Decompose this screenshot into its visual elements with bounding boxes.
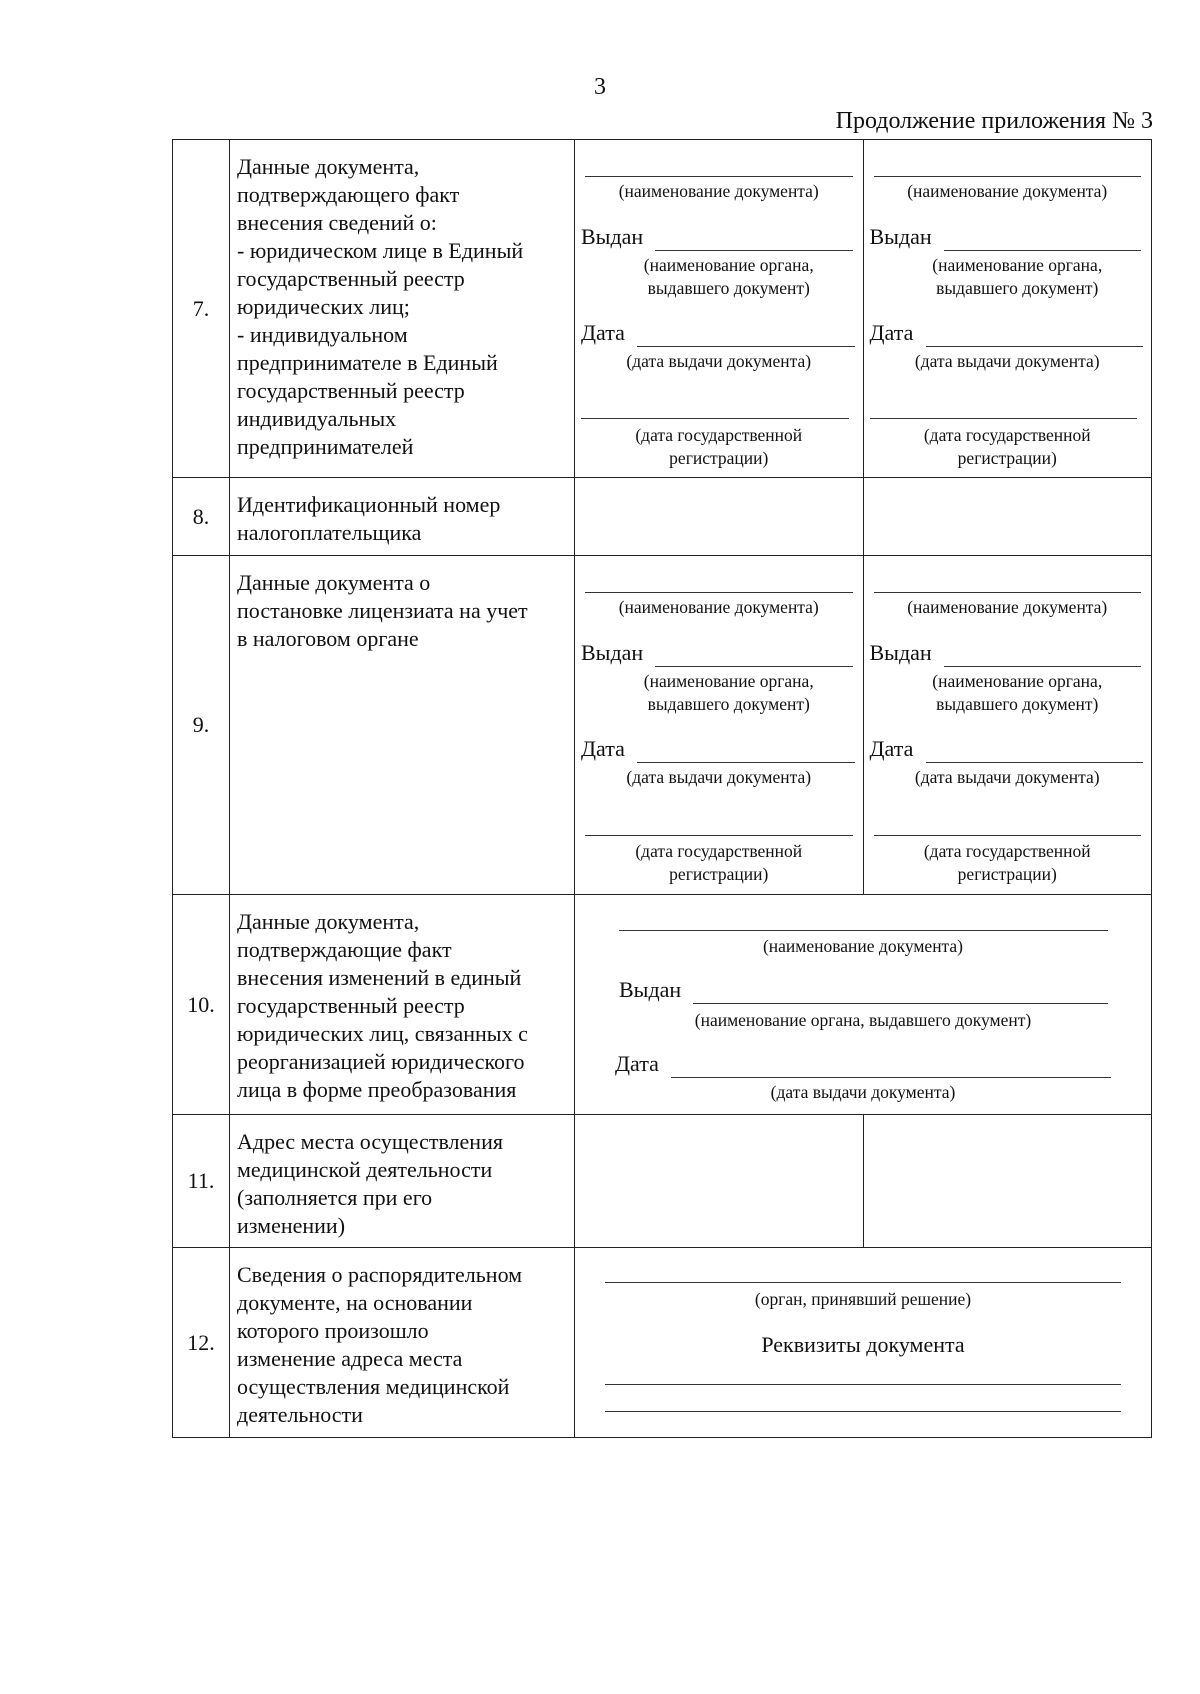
issuer-caption: (наименование органа, выдавшего документ) (694, 1010, 1032, 1030)
document-entry-field[interactable] (575, 140, 864, 478)
issuer-caption: (наименование органа, (643, 671, 814, 691)
row-description (230, 895, 575, 1115)
table-row (173, 478, 1152, 556)
issuer-caption: выдавшего документ) (936, 278, 1099, 298)
reg-caption: регистрации) (957, 864, 1057, 884)
row-description (230, 140, 575, 478)
doc-name-caption: (наименование документа) (618, 181, 819, 201)
issued-label: Выдан (869, 224, 932, 249)
issuer-caption: выдавшего документ) (647, 694, 810, 714)
issuer-caption: (наименование органа, (932, 255, 1103, 275)
row-number: 9. (173, 556, 230, 895)
issued-label: Выдан (581, 640, 644, 665)
row-number: 12. (173, 1248, 230, 1438)
description-line: государственный реестр (237, 993, 465, 1018)
issuer-caption: выдавшего документ) (647, 278, 810, 298)
description-line: юридических лиц; (237, 294, 410, 319)
description-line: (заполняется при его (237, 1185, 433, 1210)
table-row (173, 895, 1152, 1115)
table-row (173, 140, 1152, 478)
issuer-caption: выдавшего документ) (936, 694, 1099, 714)
issued-label: Выдан (869, 640, 932, 665)
date-label: Дата (581, 320, 625, 345)
date-issue-caption: (дата выдачи документа) (626, 351, 812, 371)
date-issue-caption: (дата выдачи документа) (626, 767, 812, 787)
description-line: Данные документа, (237, 909, 420, 934)
description-line: предпринимателе в Единый (237, 350, 498, 375)
inn-entry-field[interactable] (575, 478, 864, 556)
table-row (173, 556, 1152, 895)
reg-caption: (дата государственной (923, 425, 1091, 445)
description-line: юридических лиц, связанных с (237, 1021, 528, 1046)
row-number: 8. (173, 478, 230, 556)
description-line: которого произошло (237, 1318, 429, 1343)
row-description (230, 478, 575, 556)
description-line: постановке лицензиата на учет (237, 598, 528, 623)
description-line: Адрес места осуществления (237, 1129, 503, 1154)
description-line: внесения сведений о: (237, 210, 437, 235)
description-line: медицинской деятельности (237, 1157, 493, 1182)
row-description (230, 1115, 575, 1248)
date-issue-caption: (дата выдачи документа) (770, 1082, 956, 1102)
description-line: государственный реестр (237, 266, 465, 291)
row-number: 7. (173, 140, 230, 478)
description-line: реорганизацией юридического (237, 1049, 525, 1074)
description-line: - индивидуальном (237, 322, 408, 347)
doc-name-caption: (наименование документа) (762, 936, 964, 956)
description-line: налогоплательщика (237, 520, 422, 545)
description-line: Данные документа о (237, 570, 431, 595)
form-table (172, 139, 1152, 1438)
issuer-caption: (наименование органа, (932, 671, 1103, 691)
description-line: осуществления медицинской (237, 1374, 510, 1399)
reg-caption: регистрации) (669, 864, 769, 884)
page-number: 3 (594, 74, 606, 100)
description-line: изменении) (237, 1213, 346, 1238)
date-issue-caption: (дата выдачи документа) (914, 351, 1100, 371)
description-line: индивидуальных (237, 406, 397, 431)
doc-requisites-label: Реквизиты документа (761, 1332, 965, 1357)
date-label: Дата (581, 736, 625, 761)
document-entry-field[interactable] (863, 556, 1152, 895)
inn-entry-field[interactable] (863, 478, 1152, 556)
table-row (173, 1248, 1152, 1438)
description-line: Идентификационный номер (237, 492, 501, 517)
description-line: деятельности (237, 1402, 363, 1427)
description-line: Сведения о распорядительном (237, 1262, 523, 1287)
description-line: государственный реестр (237, 378, 465, 403)
description-line: документе, на основании (237, 1290, 473, 1315)
decision-entry-field[interactable] (575, 1248, 1152, 1438)
reg-caption: (дата государственной (635, 425, 803, 445)
doc-name-caption: (наименование документа) (618, 597, 819, 617)
date-issue-caption: (дата выдачи документа) (914, 767, 1100, 787)
document-entry-field[interactable] (575, 556, 864, 895)
issued-label: Выдан (581, 224, 644, 249)
description-line: изменение адреса места (237, 1346, 463, 1371)
reg-caption: (дата государственной (635, 841, 803, 861)
date-label: Дата (869, 320, 914, 345)
description-line: - юридическом лице в Единый (237, 238, 524, 263)
date-label: Дата (615, 1051, 659, 1076)
address-entry-field[interactable] (575, 1115, 864, 1248)
table-row (173, 1115, 1152, 1248)
description-line: подтверждающего факт (237, 182, 460, 207)
description-line: подтверждающие факт (237, 937, 452, 962)
row-number: 10. (173, 895, 230, 1115)
issued-label: Выдан (619, 977, 682, 1002)
reg-caption: регистрации) (957, 448, 1057, 468)
reg-caption: (дата государственной (923, 841, 1091, 861)
doc-name-caption: (наименование документа) (907, 597, 1108, 617)
doc-name-caption: (наименование документа) (907, 181, 1108, 201)
document-entry-field[interactable] (863, 140, 1152, 478)
row-number: 11. (173, 1115, 230, 1248)
description-line: предпринимателей (237, 434, 414, 459)
description-line: внесения изменений в единый (237, 965, 522, 990)
page-subtitle: Продолжение приложения № 3 (835, 108, 1153, 134)
address-entry-field[interactable] (863, 1115, 1152, 1248)
row-description (230, 556, 575, 895)
date-label: Дата (869, 736, 914, 761)
row-description (230, 1248, 575, 1438)
reorganization-entry-field[interactable] (575, 895, 1152, 1115)
description-line: лица в форме преобразования (237, 1077, 517, 1102)
reg-caption: регистрации) (669, 448, 769, 468)
description-line: в налоговом органе (237, 626, 419, 651)
description-line: Данные документа, (237, 154, 420, 179)
decision-body-caption: (орган, принявший решение) (754, 1289, 972, 1309)
issuer-caption: (наименование органа, (643, 255, 814, 275)
